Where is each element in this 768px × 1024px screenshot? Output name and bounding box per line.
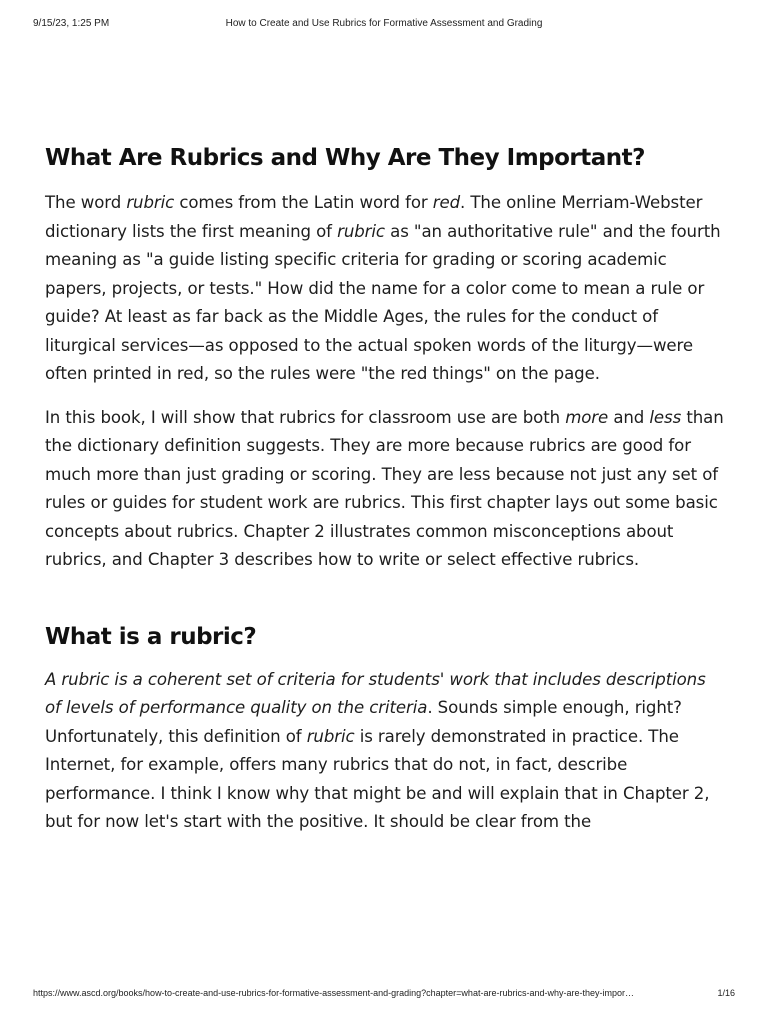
print-footer [33,988,735,1002]
section-heading-rubrics-importance: What Are Rubrics and Why Are They Important? [45,145,645,171]
text-run: as "an authoritative rule" and the fourth meaning as "a guide listing specific criteria for grading or scoring academic papers, projects, or tests." How did the name for a color come to mean a rule or guide? At least as far back as the Middle Ages, the rules for the conduct of liturgical services—as opposed to the actual spoken words of the liturgy—were often printed in red, so the rules were "the red things" on the page. [45,221,721,383]
print-url: https://www.ascd.org/books/how-to-create-and-use-rubrics-for-formative-assessment-and-grading?chapter=what-are-rubrics-and-why-are-they-impor… [33,988,634,998]
text-run: In this book, I will show that rubrics for classroom use are both [45,407,566,427]
text-run: . Sounds simple enough, right? Unfortunately, this definition of [45,698,682,746]
emphasis-red: red [432,193,461,212]
emphasis-rubric: rubric [337,221,385,241]
text-run: is rarely demonstrated in practice. The Internet, for example, offers many rubrics that do not, in fact, describe performance. I think I know why that might be and will explain that in Chapter 2, but for now let's start with the positive. It should be clear from the [45,726,710,831]
print-page-title: How to Create and Use Rubrics for Formative Assessment and Grading [225,18,543,29]
section-heading-what-is-rubric: What is a rubric? [45,623,257,650]
text-run: comes from the Latin word for [174,193,433,212]
paragraph-rubric-etymology [45,189,725,389]
emphasis-definition: A rubric is a coherent set of criteria for students' work that includes descriptions of levels of performance quality on the criteria [45,669,706,717]
text-run: The word [45,193,127,212]
emphasis-less: less [649,407,682,427]
paragraph-rubric-definition [45,666,725,837]
article-content [45,140,725,837]
print-page-number: 1/16 [717,988,735,998]
text-run: . The online Merriam-Webster dictionary lists the first meaning of [45,193,703,241]
print-header [33,18,735,32]
text-run: than the dictionary definition suggests. They are more because rubrics are good for much more than just grading or scoring. They are less because not just any set of rules or guides for student work are rubrics. This first chapter lays out some basic concepts about rubrics. Chapter 2 illustrates common misconceptions about rubrics, and Chapter 3 describes how to write or select effective rubrics. [45,407,724,569]
print-datetime: 9/15/23, 1:25 PM [33,18,110,29]
emphasis-more: more [565,407,609,427]
emphasis-rubric: rubric [306,726,355,746]
text-run: and [608,407,650,427]
paragraph-book-overview [45,404,725,575]
emphasis-rubric: rubric [126,193,175,212]
